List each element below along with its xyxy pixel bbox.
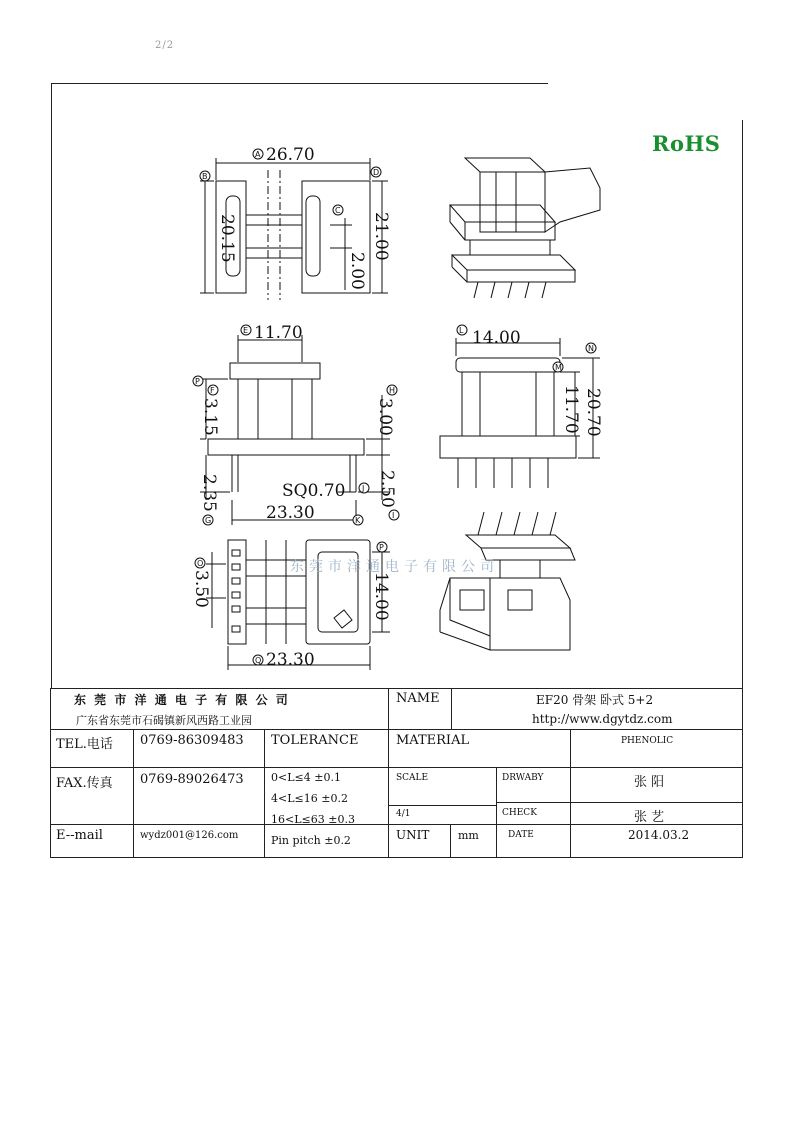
dim-k: 23.30 (266, 503, 315, 523)
svg-text:O: O (197, 559, 204, 568)
svg-text:A: A (255, 150, 261, 159)
svg-text:G: G (205, 516, 212, 525)
flange-right-slot (306, 196, 320, 276)
view-isometric-top (450, 158, 600, 298)
tolerance-label: TOLERANCE (271, 733, 359, 748)
email-label: E--mail (56, 828, 103, 843)
svg-text:D: D (373, 168, 380, 177)
dim-j: SQ0.70 (282, 481, 346, 501)
dim-c: 2.00 (347, 252, 367, 290)
material-value: PHENOLIC (621, 736, 674, 746)
dim-n: 20.70 (583, 388, 603, 437)
dim-p: 14.00 (371, 572, 391, 621)
svg-text:Q: Q (255, 656, 262, 665)
tolerance-line-3: 16<L≤63 ±0.3 (271, 813, 355, 826)
dim-f: 3.15 (200, 398, 220, 436)
watermark: 东莞市洋通电子有限公司 (290, 559, 499, 575)
svg-text:N: N (588, 344, 594, 353)
svg-text:M: M (555, 363, 562, 372)
svg-text:P: P (379, 543, 384, 552)
website-link[interactable]: http://www.dgytdz.com (532, 712, 673, 726)
fax-value: 0769-89026473 (140, 772, 244, 787)
tolerance-line-4: Pin pitch ±0.2 (271, 834, 351, 847)
email-value[interactable]: wydz001@126.com (140, 830, 239, 841)
scale-value: 4/1 (396, 809, 411, 819)
svg-text:F: F (210, 386, 215, 395)
svg-text:B: B (202, 172, 208, 181)
dim-d: 21.00 (371, 212, 391, 261)
title-block (50, 688, 743, 858)
base-flange (208, 439, 364, 455)
unit-value: mm (458, 829, 479, 842)
dim-i: 2.50 (377, 470, 397, 508)
svg-text:K: K (355, 516, 361, 525)
dim-b: 20.15 (217, 214, 237, 263)
tolerance-line-2: 4<L≤16 ±0.2 (271, 792, 348, 805)
scale-label: SCALE (396, 773, 429, 783)
drawn-value: 张 阳 (634, 775, 665, 790)
material-label: MATERIAL (396, 733, 470, 748)
svg-text:C: C (335, 206, 341, 215)
end-base (440, 436, 576, 458)
dim-l: 14.00 (472, 328, 521, 348)
svg-text:P: P (195, 377, 200, 386)
unit-label: UNIT (396, 828, 430, 842)
fax-label: FAX.传真 (56, 776, 113, 791)
check-label: CHECK (502, 808, 537, 818)
dim-a: 26.70 (266, 145, 315, 165)
dim-g: 2.35 (199, 474, 219, 512)
dim-q: 23.30 (266, 650, 315, 670)
tel-value: 0769-86309483 (140, 733, 244, 748)
company-address: 广东省东莞市石碣镇新风西路工业园 (76, 714, 252, 727)
check-value: 张 艺 (634, 810, 665, 825)
rohs-mark: RoHS (652, 131, 721, 156)
dim-m: 11.70 (561, 385, 581, 434)
dim-h: 3.00 (375, 398, 395, 436)
svg-text:L: L (459, 326, 464, 335)
date-value: 2014.03.2 (628, 828, 690, 842)
company-name: 东 莞 市 洋 通 电 子 有 限 公 司 (74, 693, 290, 707)
svg-text:I: I (392, 511, 395, 520)
dim-o: 3.50 (191, 570, 211, 608)
name-label: NAME (396, 691, 440, 706)
page-number: 2/2 (155, 40, 175, 51)
top-flange (230, 363, 320, 379)
tel-label: TEL.电话 (56, 737, 113, 752)
dimension-values (191, 145, 603, 670)
svg-text:E: E (243, 326, 249, 335)
tolerance-line-1: 0<L≤4 ±0.1 (271, 771, 341, 784)
svg-text:J: J (362, 484, 365, 493)
product-name: EF20 骨架 卧式 5+2 (536, 693, 654, 707)
svg-text:H: H (389, 386, 396, 395)
date-label: DATE (508, 830, 534, 840)
drawn-label: DRWABY (502, 773, 544, 783)
view-isometric-bottom (440, 512, 575, 650)
dim-e: 11.70 (254, 323, 303, 343)
